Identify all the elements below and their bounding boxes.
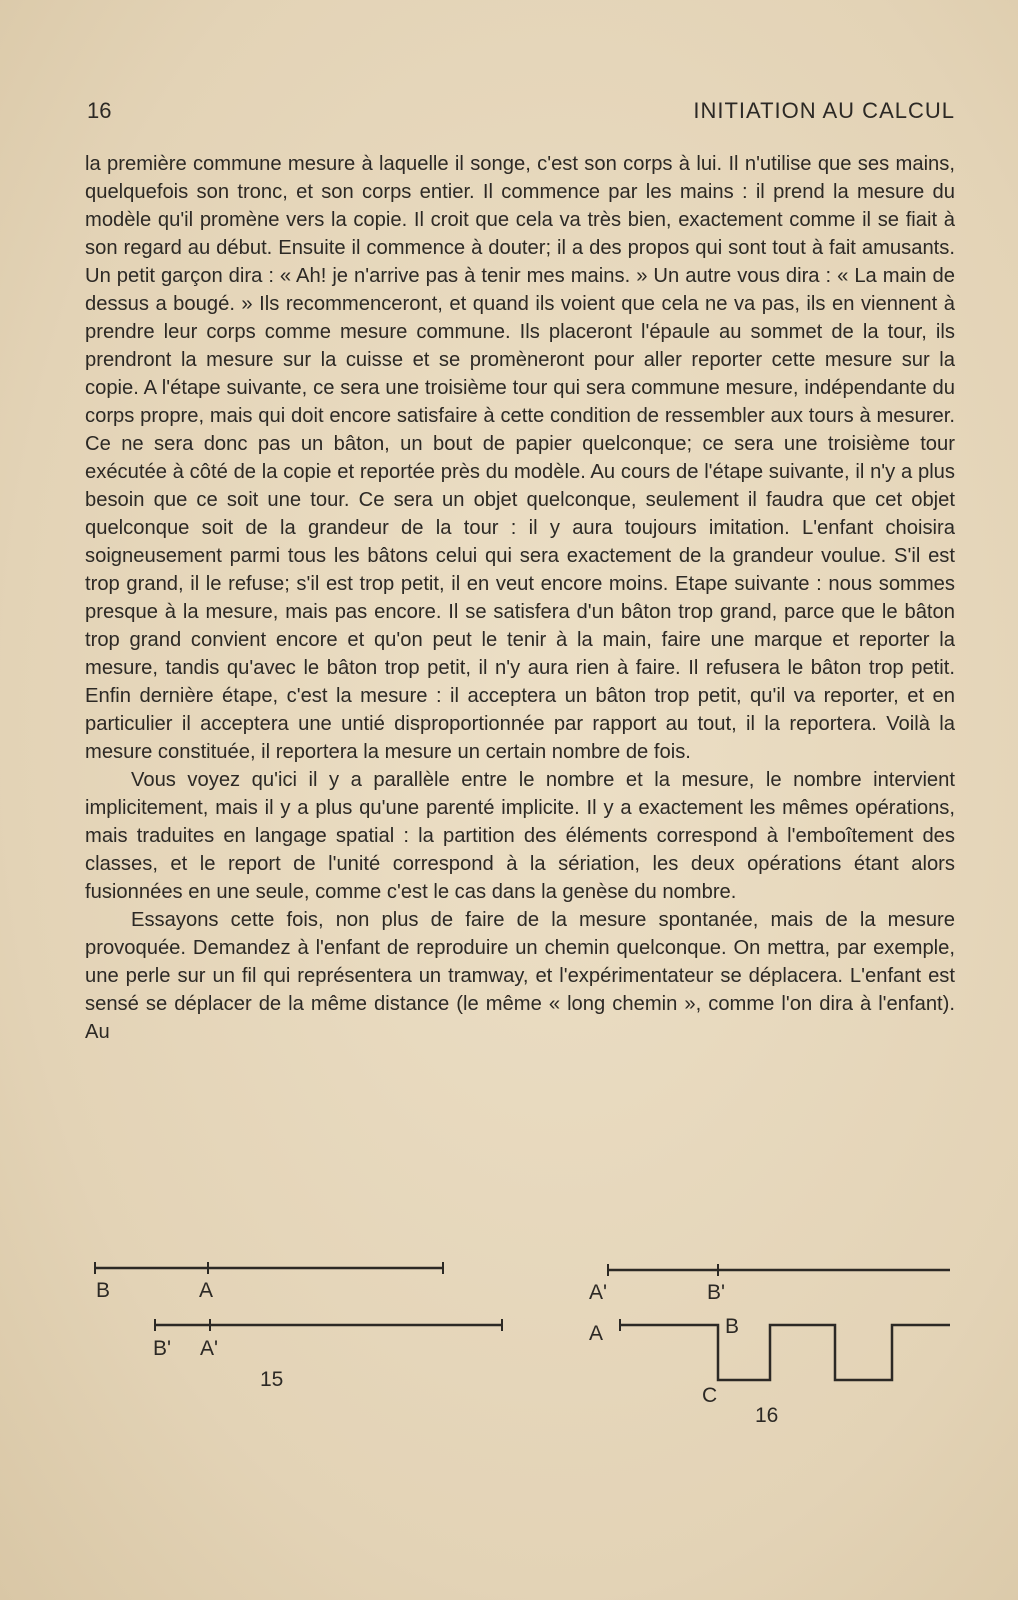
fig16-label-a: A xyxy=(589,1322,604,1345)
page-number: 16 xyxy=(87,98,112,123)
fig16-label-b-prime: B' xyxy=(707,1281,726,1304)
figure-15 xyxy=(95,1262,502,1391)
figures-area xyxy=(0,1240,1018,1440)
page-header xyxy=(85,98,955,134)
running-title: INITIATION AU CALCUL xyxy=(693,98,955,123)
body-text xyxy=(85,150,955,1046)
paragraph-1: la première commune mesure à laquelle il songe, c'est son corps à lui. Il n'utilise que ses mains, quelquefois son tronc, et son corps entier. Il commence par les mains : il prend la mesure du modèle qu'il promène vers la copie. Il croit que cela va très bien, exactement comme il se fiait à son regard au début. Ensuite il commence à douter; il a des propos qui sont tout à fait amusants. Un petit garçon dira : « Ah! je n'arrive pas à tenir mes mains. » Un autre vous dira : « La main de dessus a bougé. » Ils recommenceront, et quand ils voient que cela ne va pas, ils en viennent à prendre leur corps comme mesure commune. Ils placeront l'épaule au sommet de la tour, ils prendront la mesure sur la cuisse et se promèneront pour aller reporter cette mesure sur la copie. A l'étape suivante, ce sera une troisième tour qui sera commune mesure, indépendante du corps propre, mais qui doit encore satisfaire à cette condition de ressembler aux tours à mesurer. Ce ne sera donc pas un bâton, un bout de papier quelconque; ce sera une troisième tour exécutée à côté de la copie et reportée près du modèle. Au cours de l'étape suivante, il n'y a plus besoin que ce soit une tour. Ce sera un objet quelconque, seulement il faudra que cet objet quelconque soit de la grandeur de la tour : il y aura toujours imitation. L'enfant choisira soigneusement parmi tous les bâtons celui qui sera exactement de la grandeur voulue. S'il est trop grand, il le refuse; s'il est trop petit, il en veut encore moins. Etape suivante : nous sommes presque à la mesure, mais pas encore. Il se satisfera d'un bâton trop grand, parce que le bâton trop grand convient encore et qu'on peut le tenir à la main, faire une marque et reporter la mesure, tandis qu'avec le bâton trop petit, il n'y aura rien à faire. Il refusera le bâton trop petit. Enfin dernière étape, c'est la mesure : il acceptera un bâton trop petit, qu'il va reporter, et en particulier il acceptera une untié disproportionnée par rapport au tout, il la reportera. Voilà la mesure constituée, il reportera la mesure un certain nombre de fois. xyxy=(85,153,955,763)
fig16-label-b: B xyxy=(725,1315,740,1338)
figure-16 xyxy=(589,1264,950,1427)
fig15-number: 15 xyxy=(260,1368,284,1391)
paragraph-3: Essayons cette fois, non plus de faire de la mesure spontanée, mais de la mesure provoquée. Demandez à l'enfant de reproduire un chemin quelconque. On mettra, par exemple, une perle sur un fil qui représentera un tramway, et l'expérimentateur se déplacera. L'enfant est sensé se déplacer de la même distance (le même « long chemin », comme l'on dira à l'enfant). Au xyxy=(85,909,955,1043)
paragraph-2: Vous voyez qu'ici il y a parallèle entre le nombre et la mesure, le nombre intervient implicitement, mais il y a plus qu'une parenté implicite. Il y a exactement les mêmes opérations, mais traduites en langage spatial : la partition des éléments correspond à l'emboîtement des classes, et le report de l'unité correspond à la sériation, les deux opérations étant alors fusionnées en une seule, comme c'est le cas dans la genèse du nombre. xyxy=(85,769,955,903)
fig16-path xyxy=(620,1325,950,1380)
fig15-label-a-prime: A' xyxy=(200,1337,219,1360)
fig15-label-b-prime: B' xyxy=(153,1337,172,1360)
fig16-label-c: C xyxy=(702,1384,718,1407)
fig16-number: 16 xyxy=(755,1404,779,1427)
fig15-label-b: B xyxy=(96,1279,111,1302)
fig16-label-a-prime-top: A' xyxy=(589,1281,608,1304)
fig15-label-a: A xyxy=(199,1279,214,1302)
figures-svg xyxy=(0,1240,1018,1440)
